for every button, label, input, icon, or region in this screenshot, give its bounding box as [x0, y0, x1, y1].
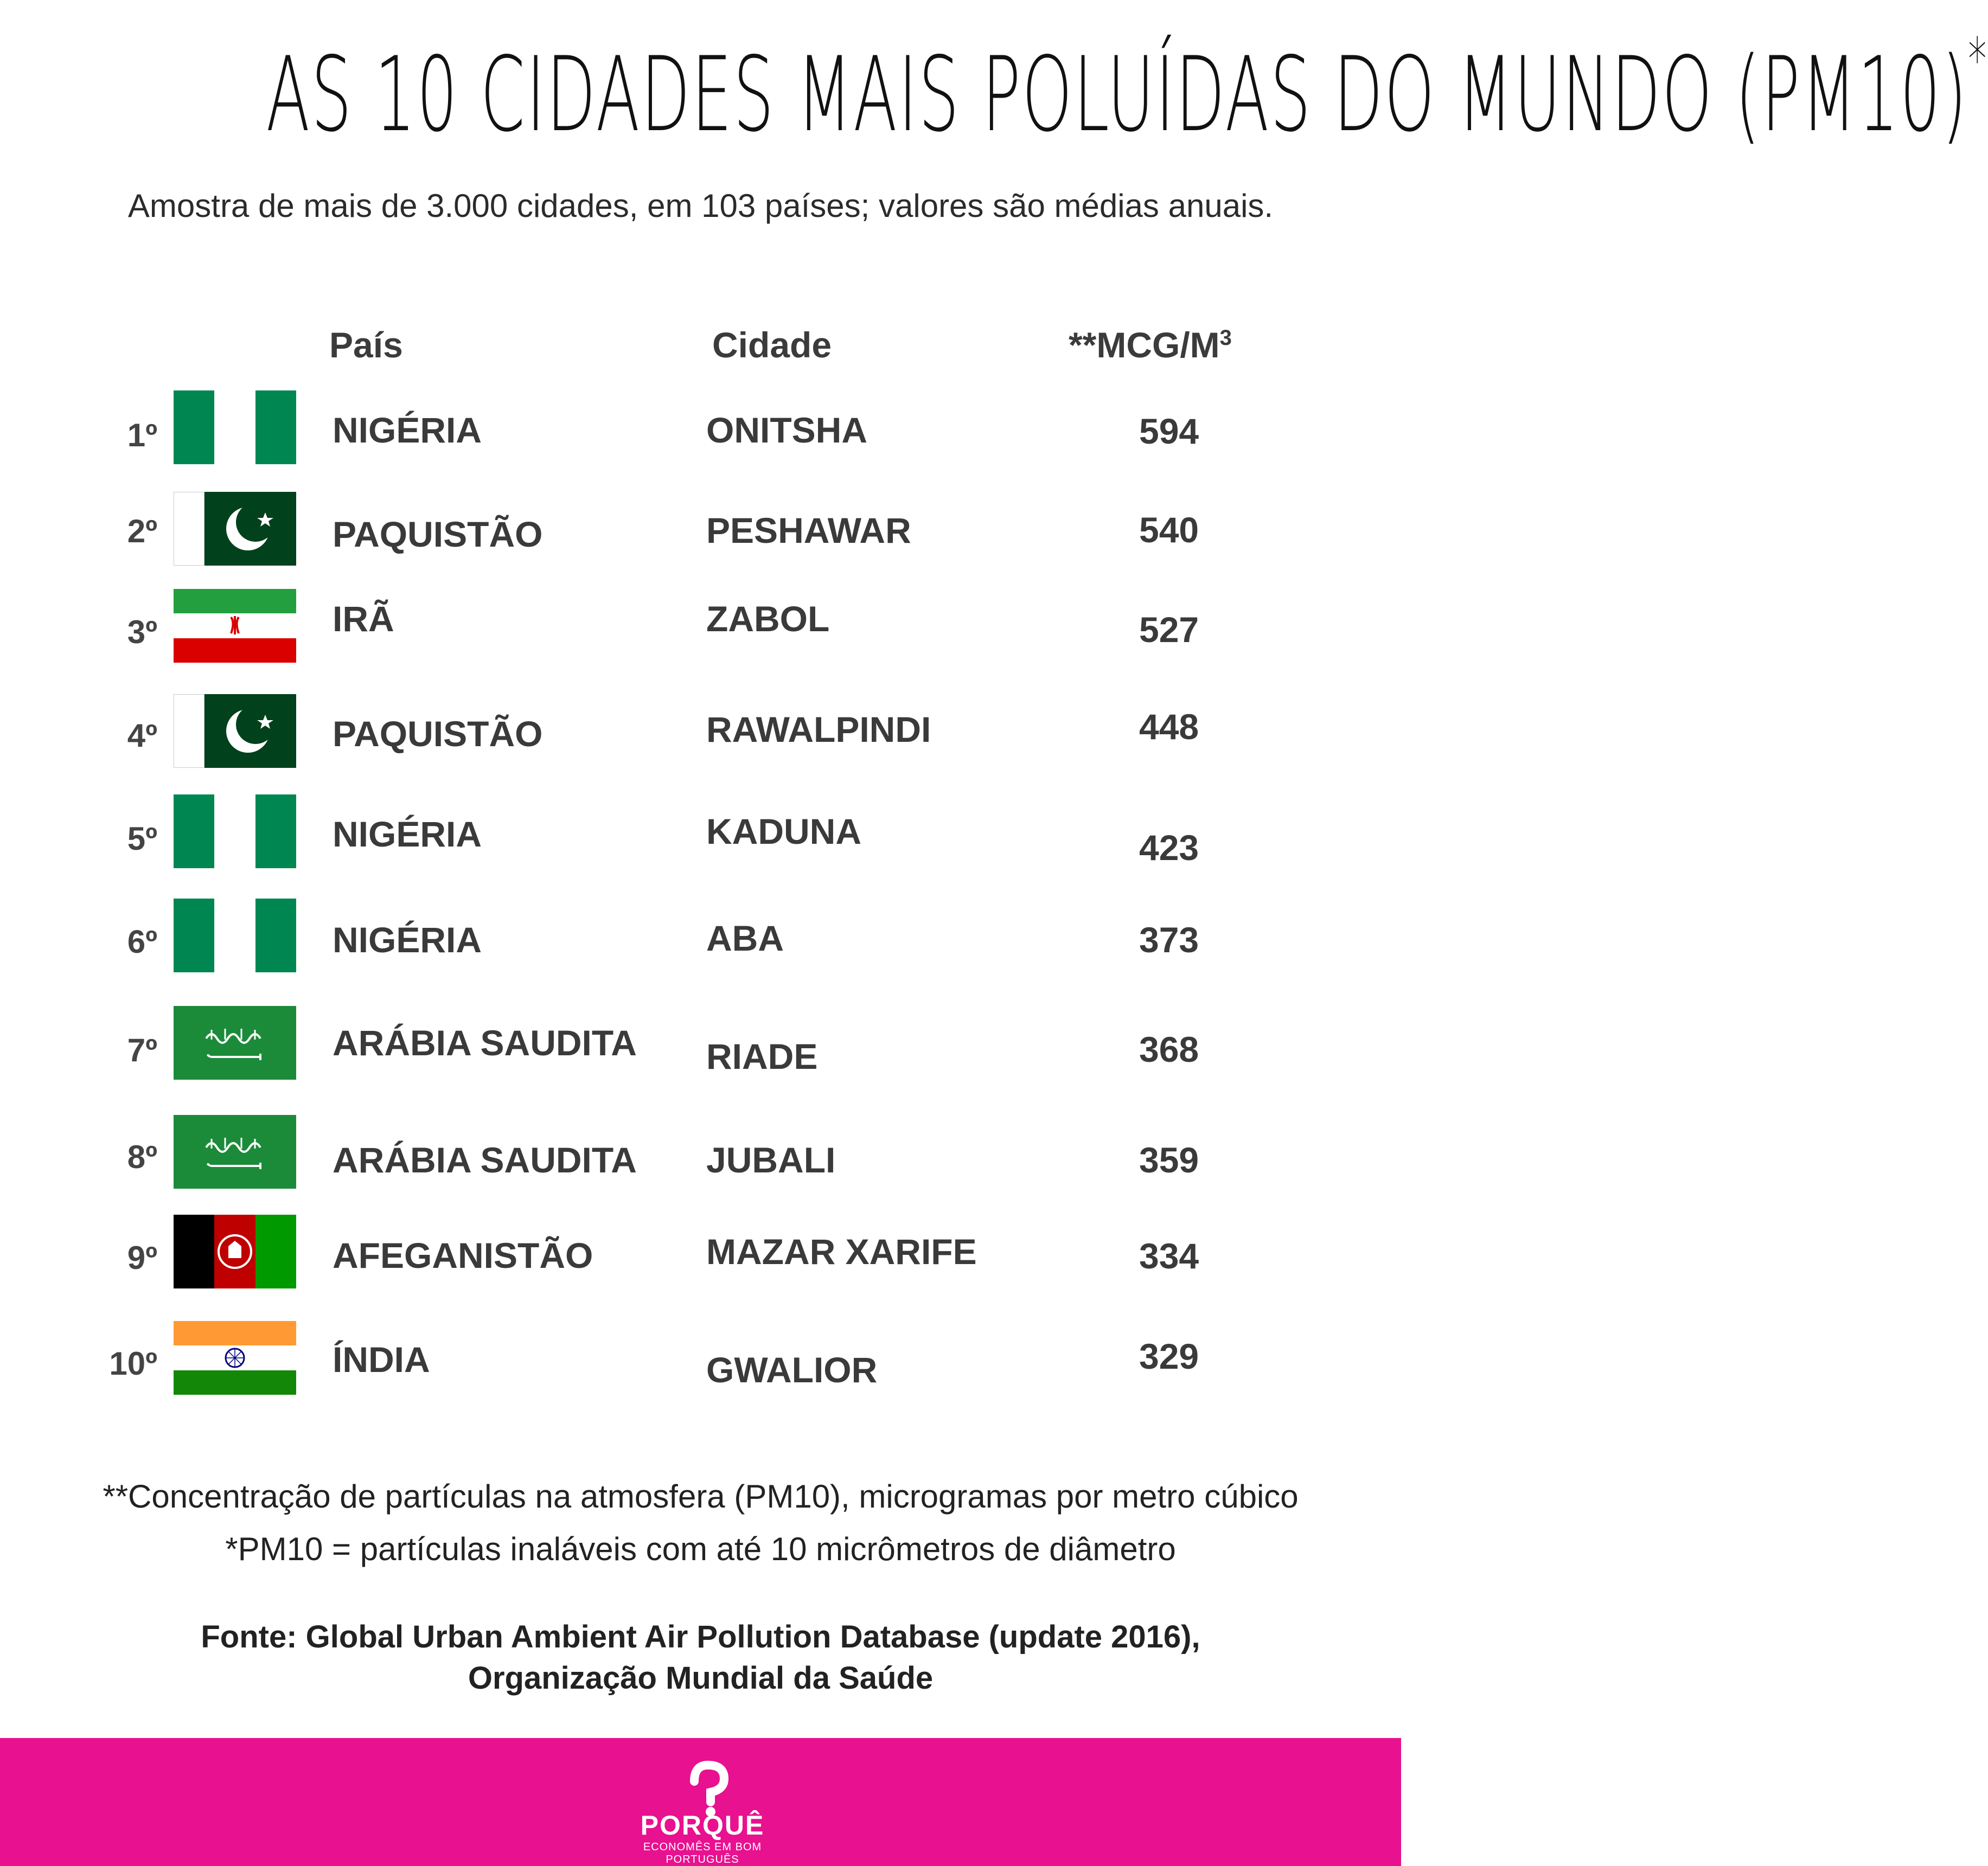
porque-logo — [613, 1760, 792, 1865]
pm10-value: 368 — [1139, 1029, 1199, 1069]
footer-bar — [0, 1738, 1401, 1866]
city-name: JUBALI — [706, 1140, 836, 1180]
country-name: ÍNDIA — [333, 1339, 430, 1380]
country-name: NIGÉRIA — [333, 814, 482, 854]
source-line-1: Fonte: Global Urban Ambient Air Pollution Database (update 2016), — [201, 1619, 1200, 1655]
rank-label: 7º — [127, 1032, 157, 1068]
city-name: PESHAWAR — [706, 510, 911, 550]
country-name: NIGÉRIA — [333, 920, 482, 960]
rank-label: 3º — [127, 614, 157, 650]
rank-label: 8º — [127, 1139, 157, 1175]
city-name: ABA — [706, 918, 784, 958]
pm10-value: 527 — [1139, 610, 1199, 650]
table-row — [0, 899, 1401, 980]
note-pm10: *PM10 = partículas inaláveis com até 10 micrômetros de diâmetro — [225, 1531, 1176, 1567]
note-concentration: **Concentração de partículas na atmosfera (PM10), microgramas por metro cúbico — [103, 1478, 1299, 1515]
nigeria-flag — [174, 899, 296, 972]
city-name: RIADE — [706, 1036, 818, 1076]
pm10-value: 359 — [1139, 1140, 1199, 1180]
table-row — [0, 1006, 1401, 1087]
country-name: NIGÉRIA — [333, 410, 482, 450]
saudi-arabia-flag — [174, 1006, 296, 1080]
rank-label: 2º — [127, 513, 157, 549]
country-name: ARÁBIA SAUDITA — [333, 1023, 637, 1063]
city-name: ONITSHA — [706, 410, 867, 450]
table-row — [0, 390, 1401, 472]
rank-label: 1º — [127, 417, 157, 453]
pm10-value: 540 — [1139, 510, 1199, 550]
country-name: PAQUISTÃO — [333, 714, 543, 754]
table-row — [0, 694, 1401, 775]
country-name: ARÁBIA SAUDITA — [333, 1140, 637, 1180]
rank-label: 9º — [127, 1240, 157, 1276]
pm10-value: 448 — [1139, 707, 1199, 747]
header-country: País — [329, 325, 403, 365]
header-value: $**MCG/M^3$ — [1069, 325, 1232, 365]
rank-label: 10º — [109, 1345, 157, 1382]
page-title: AS 10 CIDADES MAIS POLUÍDAS DO MUNDO (PM10)* — [266, 25, 1988, 155]
pm10-value: 334 — [1139, 1236, 1199, 1276]
header-city: Cidade — [712, 325, 832, 365]
table-row — [0, 492, 1401, 573]
rank-label: 4º — [127, 717, 157, 754]
pm10-value: 423 — [1139, 828, 1199, 868]
pakistan-flag — [174, 694, 296, 768]
city-name: RAWALPINDI — [706, 709, 931, 749]
table-row — [0, 1115, 1401, 1196]
table-row — [0, 794, 1401, 876]
city-name: ZABOL — [706, 599, 830, 639]
city-name: MAZAR XARIFE — [706, 1232, 977, 1272]
pm10-value: 329 — [1139, 1336, 1199, 1376]
logo-tagline: ECONOMÊS EM BOM PORTUGUÊS — [643, 1841, 762, 1865]
rank-label: 5º — [127, 820, 157, 857]
table-row — [0, 1215, 1401, 1296]
country-name: AFEGANISTÃO — [333, 1235, 593, 1275]
country-name: IRÃ — [333, 599, 394, 639]
table-row — [0, 589, 1401, 670]
source-line-2: Organização Mundial da Saúde — [468, 1660, 934, 1696]
afghanistan-flag — [174, 1215, 296, 1288]
logo-text: PORQUÊ — [640, 1810, 765, 1841]
nigeria-flag — [174, 390, 296, 464]
city-name: KADUNA — [706, 811, 861, 851]
rank-label: 6º — [127, 924, 157, 960]
page-subtitle: Amostra de mais de 3.000 cidades, em 103 países; valores são médias anuais. — [127, 188, 1274, 224]
city-name: GWALIOR — [706, 1350, 878, 1390]
table-row — [0, 1321, 1401, 1402]
pm10-value: 373 — [1139, 920, 1199, 960]
india-flag — [174, 1321, 296, 1395]
pakistan-flag — [174, 492, 296, 566]
iran-flag — [174, 589, 296, 663]
question-mark-icon — [613, 1760, 792, 1814]
country-name: PAQUISTÃO — [333, 514, 543, 554]
pm10-value: 594 — [1139, 411, 1199, 451]
saudi-arabia-flag — [174, 1115, 296, 1189]
nigeria-flag — [174, 794, 296, 868]
